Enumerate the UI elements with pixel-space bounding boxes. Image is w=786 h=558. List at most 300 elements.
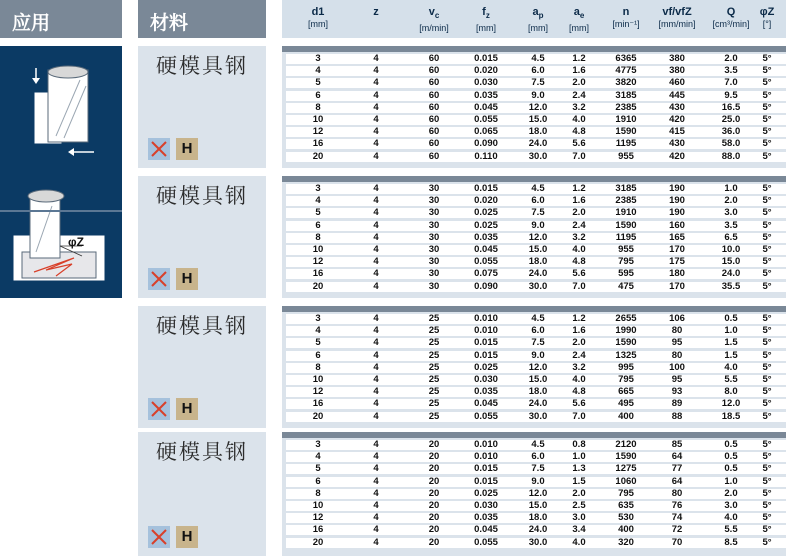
table-row bbox=[286, 103, 786, 113]
table-cell: 4.0 bbox=[724, 361, 738, 373]
table-cell: 4 bbox=[373, 536, 379, 548]
table-cell: 5° bbox=[762, 349, 772, 361]
cutting-data-table bbox=[282, 176, 786, 298]
table-cell: 6.0 bbox=[531, 195, 545, 207]
table-cell: 4 bbox=[373, 337, 379, 349]
table-cell: 5° bbox=[762, 268, 772, 280]
table-cell: 4 bbox=[315, 195, 321, 207]
table-cell: 15.0 bbox=[528, 500, 548, 511]
table-row bbox=[286, 538, 786, 548]
table-cell: 12 bbox=[312, 512, 324, 524]
table-row bbox=[286, 452, 786, 462]
table-cell: 3.2 bbox=[572, 101, 586, 113]
table-cell: 4 bbox=[373, 89, 379, 101]
table-cell: 3.2 bbox=[572, 231, 586, 243]
table-cell: 20 bbox=[428, 500, 440, 511]
table-cell: 12.0 bbox=[528, 231, 548, 243]
table-cell: 8.5 bbox=[724, 536, 738, 548]
table-cell: 7.0 bbox=[572, 410, 586, 422]
table-cell: 955 bbox=[618, 150, 634, 162]
column-label bbox=[408, 6, 460, 22]
material-name: 硬模具钢 bbox=[156, 440, 248, 464]
table-cell: 1.2 bbox=[572, 313, 586, 324]
table-cell: 1.0 bbox=[724, 183, 738, 194]
table-cell: 4.0 bbox=[572, 536, 586, 548]
table-cell: 4.8 bbox=[572, 126, 586, 138]
table-cell: 16 bbox=[312, 138, 324, 150]
table-cell: 5.6 bbox=[572, 398, 586, 410]
table-cell: 12.0 bbox=[528, 101, 548, 113]
table-cell: 16 bbox=[312, 268, 324, 280]
table-cell: 4 bbox=[373, 256, 379, 268]
column-unit: [cm³/min] bbox=[712, 19, 750, 29]
table-cell: 180 bbox=[669, 268, 685, 280]
table-cell: 0.090 bbox=[474, 138, 498, 150]
table-cell: 25 bbox=[428, 386, 440, 398]
table-cell: 30 bbox=[428, 280, 440, 292]
table-cell: 4.0 bbox=[572, 244, 586, 255]
table-row bbox=[286, 196, 786, 206]
table-cell: 9.0 bbox=[531, 219, 545, 231]
table-cell: 60 bbox=[428, 77, 440, 89]
cutting-data-table bbox=[282, 432, 786, 556]
column-header bbox=[408, 6, 460, 34]
table-cell: 6 bbox=[315, 349, 321, 361]
table-cell: 5 bbox=[315, 337, 321, 349]
table-cell: 12 bbox=[312, 126, 324, 138]
table-cell: 5° bbox=[762, 451, 772, 463]
table-cell: 170 bbox=[669, 244, 685, 255]
table-cell: 25.0 bbox=[721, 114, 741, 125]
table-cell: 595 bbox=[618, 268, 634, 280]
table-cell: 4 bbox=[373, 349, 379, 361]
diagram-divider bbox=[0, 210, 122, 212]
table-cell: 3.5 bbox=[724, 65, 738, 77]
column-header bbox=[754, 6, 780, 30]
column-subscript: e bbox=[579, 11, 585, 21]
table-cell: 15.0 bbox=[721, 256, 741, 268]
table-cell: 5° bbox=[762, 150, 772, 162]
table-cell: 18.5 bbox=[721, 410, 741, 422]
table-cell: 2.0 bbox=[572, 77, 586, 89]
milling-diagram bbox=[0, 46, 122, 298]
table-cell: 1.0 bbox=[572, 451, 586, 463]
column-header bbox=[464, 6, 508, 34]
table-cell: 175 bbox=[669, 256, 685, 268]
table-cell: 5° bbox=[762, 138, 772, 150]
table-cell: 5° bbox=[762, 114, 772, 125]
table-cell: 85 bbox=[671, 439, 683, 450]
table-row bbox=[286, 326, 786, 336]
no-coolant-icon bbox=[148, 526, 170, 548]
table-cell: 4 bbox=[373, 386, 379, 398]
table-row bbox=[286, 525, 786, 535]
table-cell: 6 bbox=[315, 475, 321, 487]
table-cell: 1.5 bbox=[572, 475, 586, 487]
material-group-label bbox=[138, 176, 266, 298]
table-cell: 12.0 bbox=[528, 487, 548, 499]
column-label bbox=[520, 6, 556, 22]
table-cell: 20 bbox=[428, 536, 440, 548]
table-cell: 7.5 bbox=[531, 463, 545, 475]
table-cell: 5° bbox=[762, 195, 772, 207]
table-cell: 190 bbox=[669, 195, 685, 207]
table-cell: 2.5 bbox=[572, 500, 586, 511]
material-header: 材料 bbox=[138, 0, 266, 38]
table-cell: 9.0 bbox=[531, 475, 545, 487]
table-cell: 5° bbox=[762, 207, 772, 219]
table-cell: 106 bbox=[669, 313, 685, 324]
table-cell: 190 bbox=[669, 183, 685, 194]
table-cell: 1.3 bbox=[572, 463, 586, 475]
table-cell: 20 bbox=[428, 512, 440, 524]
table-cell: 30 bbox=[428, 219, 440, 231]
table-cell: 5 bbox=[315, 77, 321, 89]
table-cell: 4.5 bbox=[531, 53, 545, 64]
table-cell: 7.0 bbox=[572, 280, 586, 292]
table-cell: 8 bbox=[315, 487, 321, 499]
table-cell: 1.2 bbox=[572, 183, 586, 194]
table-cell: 60 bbox=[428, 101, 440, 113]
table-cell: 6.5 bbox=[724, 231, 738, 243]
table-cell: 4 bbox=[373, 361, 379, 373]
table-cell: 5° bbox=[762, 337, 772, 349]
side-milling-illustration bbox=[32, 66, 94, 156]
table-cell: 4.5 bbox=[531, 313, 545, 324]
table-cell: 795 bbox=[618, 374, 634, 385]
table-cell: 4 bbox=[373, 126, 379, 138]
table-cell: 430 bbox=[669, 138, 685, 150]
table-cell: 93 bbox=[671, 386, 683, 398]
table-cell: 4 bbox=[373, 512, 379, 524]
table-cell: 0.020 bbox=[474, 65, 498, 77]
table-cell: 6 bbox=[315, 89, 321, 101]
table-cell: 1195 bbox=[615, 138, 637, 150]
table-cell: 4 bbox=[373, 313, 379, 324]
table-cell: 5° bbox=[762, 524, 772, 536]
table-cell: 0.8 bbox=[572, 439, 586, 450]
table-cell: 16 bbox=[312, 398, 324, 410]
table-cell: 5° bbox=[762, 475, 772, 487]
table-cell: 60 bbox=[428, 53, 440, 64]
table-cell: 5° bbox=[762, 439, 772, 450]
table-cell: 60 bbox=[428, 65, 440, 77]
table-cell: 4 bbox=[373, 524, 379, 536]
column-name: a bbox=[532, 6, 539, 18]
table-cell: 12.0 bbox=[528, 361, 548, 373]
table-cell: 1590 bbox=[615, 337, 637, 349]
material-group-label bbox=[138, 432, 266, 556]
table-cell: 0.010 bbox=[474, 451, 498, 463]
table-cell: 0.030 bbox=[474, 500, 498, 511]
table-cell: 0.020 bbox=[474, 195, 498, 207]
table-cell: 4 bbox=[373, 398, 379, 410]
table-cell: 4 bbox=[373, 439, 379, 450]
table-cell: 10 bbox=[312, 500, 324, 511]
table-cell: 30.0 bbox=[528, 410, 548, 422]
table-cell: 1325 bbox=[615, 349, 637, 361]
table-row bbox=[286, 375, 786, 385]
table-cell: 20 bbox=[428, 463, 440, 475]
table-cell: 4 bbox=[373, 101, 379, 113]
table-cell: 420 bbox=[669, 114, 685, 125]
table-cell: 18.0 bbox=[528, 126, 548, 138]
table-cell: 0.015 bbox=[474, 53, 498, 64]
column-label bbox=[564, 6, 594, 22]
table-cell: 0.045 bbox=[474, 524, 498, 536]
table-cell: 5° bbox=[762, 231, 772, 243]
table-cell: 25 bbox=[428, 325, 440, 337]
table-cell: 2385 bbox=[615, 195, 637, 207]
table-cell: 7.5 bbox=[531, 337, 545, 349]
table-row bbox=[286, 257, 786, 267]
table-cell: 0.5 bbox=[724, 313, 738, 324]
table-cell: 420 bbox=[669, 150, 685, 162]
table-cell: 1.6 bbox=[572, 195, 586, 207]
table-row bbox=[286, 208, 786, 218]
table-cell: 60 bbox=[428, 89, 440, 101]
table-cell: 20 bbox=[312, 280, 324, 292]
cutting-data-table bbox=[282, 46, 786, 168]
table-row bbox=[286, 78, 786, 88]
table-cell: 1590 bbox=[615, 219, 637, 231]
table-cell: 20 bbox=[428, 451, 440, 463]
table-cell: 5° bbox=[762, 463, 772, 475]
table-cell: 10 bbox=[312, 114, 324, 125]
column-label bbox=[464, 6, 508, 22]
table-cell: 4 bbox=[373, 150, 379, 162]
cutting-data-table bbox=[282, 306, 786, 428]
column-unit: [mm] bbox=[528, 23, 548, 34]
table-cell: 5° bbox=[762, 500, 772, 511]
table-cell: 4 bbox=[373, 231, 379, 243]
table-cell: 4 bbox=[373, 244, 379, 255]
table-cell: 2.4 bbox=[572, 89, 586, 101]
table-cell: 5° bbox=[762, 487, 772, 499]
table-cell: 400 bbox=[618, 524, 634, 536]
table-cell: 445 bbox=[669, 89, 685, 101]
table-cell: 5° bbox=[762, 53, 772, 64]
table-cell: 1.0 bbox=[724, 475, 738, 487]
table-cell: 0.055 bbox=[474, 256, 498, 268]
table-cell: 4 bbox=[373, 53, 379, 64]
table-cell: 2.0 bbox=[724, 487, 738, 499]
table-cell: 30 bbox=[428, 183, 440, 194]
table-cell: 475 bbox=[618, 280, 634, 292]
table-cell: 18.0 bbox=[528, 512, 548, 524]
table-cell: 1.6 bbox=[572, 325, 586, 337]
column-name: vf/vfZ bbox=[662, 6, 692, 18]
table-cell: 0.035 bbox=[474, 89, 498, 101]
table-cell: 80 bbox=[671, 487, 683, 499]
column-header-bar bbox=[282, 0, 786, 38]
table-cell: 2.0 bbox=[572, 207, 586, 219]
table-cell: 0.030 bbox=[474, 374, 498, 385]
table-cell: 15.0 bbox=[528, 244, 548, 255]
table-row bbox=[286, 387, 786, 397]
table-cell: 400 bbox=[618, 410, 634, 422]
table-cell: 0.065 bbox=[474, 126, 498, 138]
table-cell: 74 bbox=[671, 512, 683, 524]
table-cell: 9.5 bbox=[724, 89, 738, 101]
hardness-badge: H bbox=[176, 138, 198, 160]
table-cell: 0.090 bbox=[474, 280, 498, 292]
column-header bbox=[361, 6, 391, 18]
table-cell: 5° bbox=[762, 536, 772, 548]
table-cell: 4.8 bbox=[572, 386, 586, 398]
table-cell: 20 bbox=[312, 150, 324, 162]
table-cell: 25 bbox=[428, 374, 440, 385]
table-top-bar bbox=[282, 46, 786, 52]
table-cell: 430 bbox=[669, 101, 685, 113]
table-cell: 380 bbox=[669, 65, 685, 77]
hardness-badge: H bbox=[176, 526, 198, 548]
table-row bbox=[286, 245, 786, 255]
table-cell: 4.0 bbox=[572, 114, 586, 125]
table-row bbox=[286, 412, 786, 422]
application-diagram-panel bbox=[0, 46, 122, 298]
table-cell: 0.025 bbox=[474, 219, 498, 231]
table-cell: 530 bbox=[618, 512, 634, 524]
table-cell: 4.0 bbox=[572, 374, 586, 385]
table-cell: 4 bbox=[373, 183, 379, 194]
table-cell: 0.5 bbox=[724, 451, 738, 463]
table-cell: 76 bbox=[671, 500, 683, 511]
table-row bbox=[286, 314, 786, 324]
table-cell: 25 bbox=[428, 410, 440, 422]
table-cell: 20 bbox=[428, 487, 440, 499]
table-row bbox=[286, 489, 786, 499]
table-row bbox=[286, 351, 786, 361]
table-cell: 5° bbox=[762, 219, 772, 231]
table-cell: 5° bbox=[762, 101, 772, 113]
table-cell: 5° bbox=[762, 65, 772, 77]
table-cell: 995 bbox=[618, 361, 634, 373]
table-cell: 8 bbox=[315, 101, 321, 113]
table-cell: 9.0 bbox=[531, 89, 545, 101]
table-cell: 5° bbox=[762, 126, 772, 138]
table-row bbox=[286, 184, 786, 194]
table-row bbox=[286, 440, 786, 450]
column-subscript: z bbox=[485, 11, 490, 21]
table-cell: 89 bbox=[671, 398, 683, 410]
table-cell: 12.0 bbox=[721, 398, 741, 410]
table-cell: 5 bbox=[315, 207, 321, 219]
table-cell: 0.5 bbox=[724, 463, 738, 475]
column-header bbox=[520, 6, 556, 34]
column-subscript: c bbox=[434, 11, 440, 21]
table-cell: 4 bbox=[373, 487, 379, 499]
table-cell: 1195 bbox=[615, 231, 637, 243]
table-cell: 0.030 bbox=[474, 77, 498, 89]
table-cell: 0.045 bbox=[474, 101, 498, 113]
table-cell: 1.5 bbox=[724, 337, 738, 349]
table-cell: 4.5 bbox=[531, 183, 545, 194]
table-cell: 64 bbox=[671, 451, 683, 463]
table-cell: 95 bbox=[671, 337, 683, 349]
table-cell: 0.035 bbox=[474, 231, 498, 243]
table-cell: 795 bbox=[618, 487, 634, 499]
table-cell: 0.035 bbox=[474, 386, 498, 398]
column-unit: [min⁻¹] bbox=[612, 19, 640, 29]
table-cell: 60 bbox=[428, 126, 440, 138]
table-cell: 2.0 bbox=[572, 487, 586, 499]
column-header bbox=[705, 6, 757, 30]
table-top-bar bbox=[282, 176, 786, 182]
table-cell: 60 bbox=[428, 114, 440, 125]
table-cell: 30 bbox=[428, 244, 440, 255]
column-unit: [°] bbox=[762, 19, 772, 29]
table-cell: 0.110 bbox=[474, 150, 498, 162]
table-cell: 380 bbox=[669, 53, 685, 64]
table-cell: 25 bbox=[428, 313, 440, 324]
table-cell: 3.4 bbox=[572, 524, 586, 536]
table-cell: 24.0 bbox=[528, 138, 548, 150]
table-cell: 3185 bbox=[615, 183, 637, 194]
table-cell: 30 bbox=[428, 207, 440, 219]
table-cell: 30 bbox=[428, 231, 440, 243]
table-cell: 1060 bbox=[615, 475, 637, 487]
table-cell: 3.2 bbox=[572, 361, 586, 373]
column-header bbox=[603, 6, 649, 30]
table-cell: 0.035 bbox=[474, 512, 498, 524]
table-cell: 30.0 bbox=[528, 150, 548, 162]
table-cell: 4.5 bbox=[531, 439, 545, 450]
table-cell: 5° bbox=[762, 244, 772, 255]
table-cell: 30 bbox=[428, 268, 440, 280]
table-cell: 30 bbox=[428, 256, 440, 268]
table-cell: 15.0 bbox=[528, 374, 548, 385]
table-cell: 8 bbox=[315, 361, 321, 373]
table-cell: 0.015 bbox=[474, 349, 498, 361]
table-cell: 5° bbox=[762, 77, 772, 89]
table-cell: 415 bbox=[669, 126, 685, 138]
table-row bbox=[286, 513, 786, 523]
table-cell: 10.0 bbox=[721, 244, 741, 255]
table-cell: 5° bbox=[762, 386, 772, 398]
table-cell: 0.015 bbox=[474, 463, 498, 475]
table-cell: 0.010 bbox=[474, 325, 498, 337]
table-cell: 3.5 bbox=[724, 219, 738, 231]
table-cell: 0.5 bbox=[724, 439, 738, 450]
table-cell: 4 bbox=[373, 219, 379, 231]
table-row bbox=[286, 91, 786, 101]
table-row bbox=[286, 139, 786, 149]
table-row bbox=[286, 152, 786, 162]
table-cell: 4 bbox=[373, 207, 379, 219]
table-cell: 4 bbox=[373, 114, 379, 125]
ramping-illustration bbox=[14, 190, 104, 280]
table-cell: 5° bbox=[762, 398, 772, 410]
table-cell: 5 bbox=[315, 463, 321, 475]
table-cell: 170 bbox=[669, 280, 685, 292]
table-cell: 2.4 bbox=[572, 349, 586, 361]
table-cell: 0.045 bbox=[474, 398, 498, 410]
table-cell: 10 bbox=[312, 374, 324, 385]
table-cell: 4 bbox=[315, 65, 321, 77]
column-header bbox=[298, 6, 338, 30]
table-cell: 795 bbox=[618, 256, 634, 268]
table-cell: 88.0 bbox=[721, 150, 741, 162]
table-cell: 3.0 bbox=[572, 512, 586, 524]
table-cell: 5° bbox=[762, 256, 772, 268]
table-cell: 5° bbox=[762, 183, 772, 194]
table-cell: 3.0 bbox=[724, 207, 738, 219]
table-cell: 30.0 bbox=[528, 280, 548, 292]
no-coolant-icon bbox=[148, 138, 170, 160]
column-name: v bbox=[428, 6, 435, 18]
table-cell: 7.0 bbox=[724, 77, 738, 89]
